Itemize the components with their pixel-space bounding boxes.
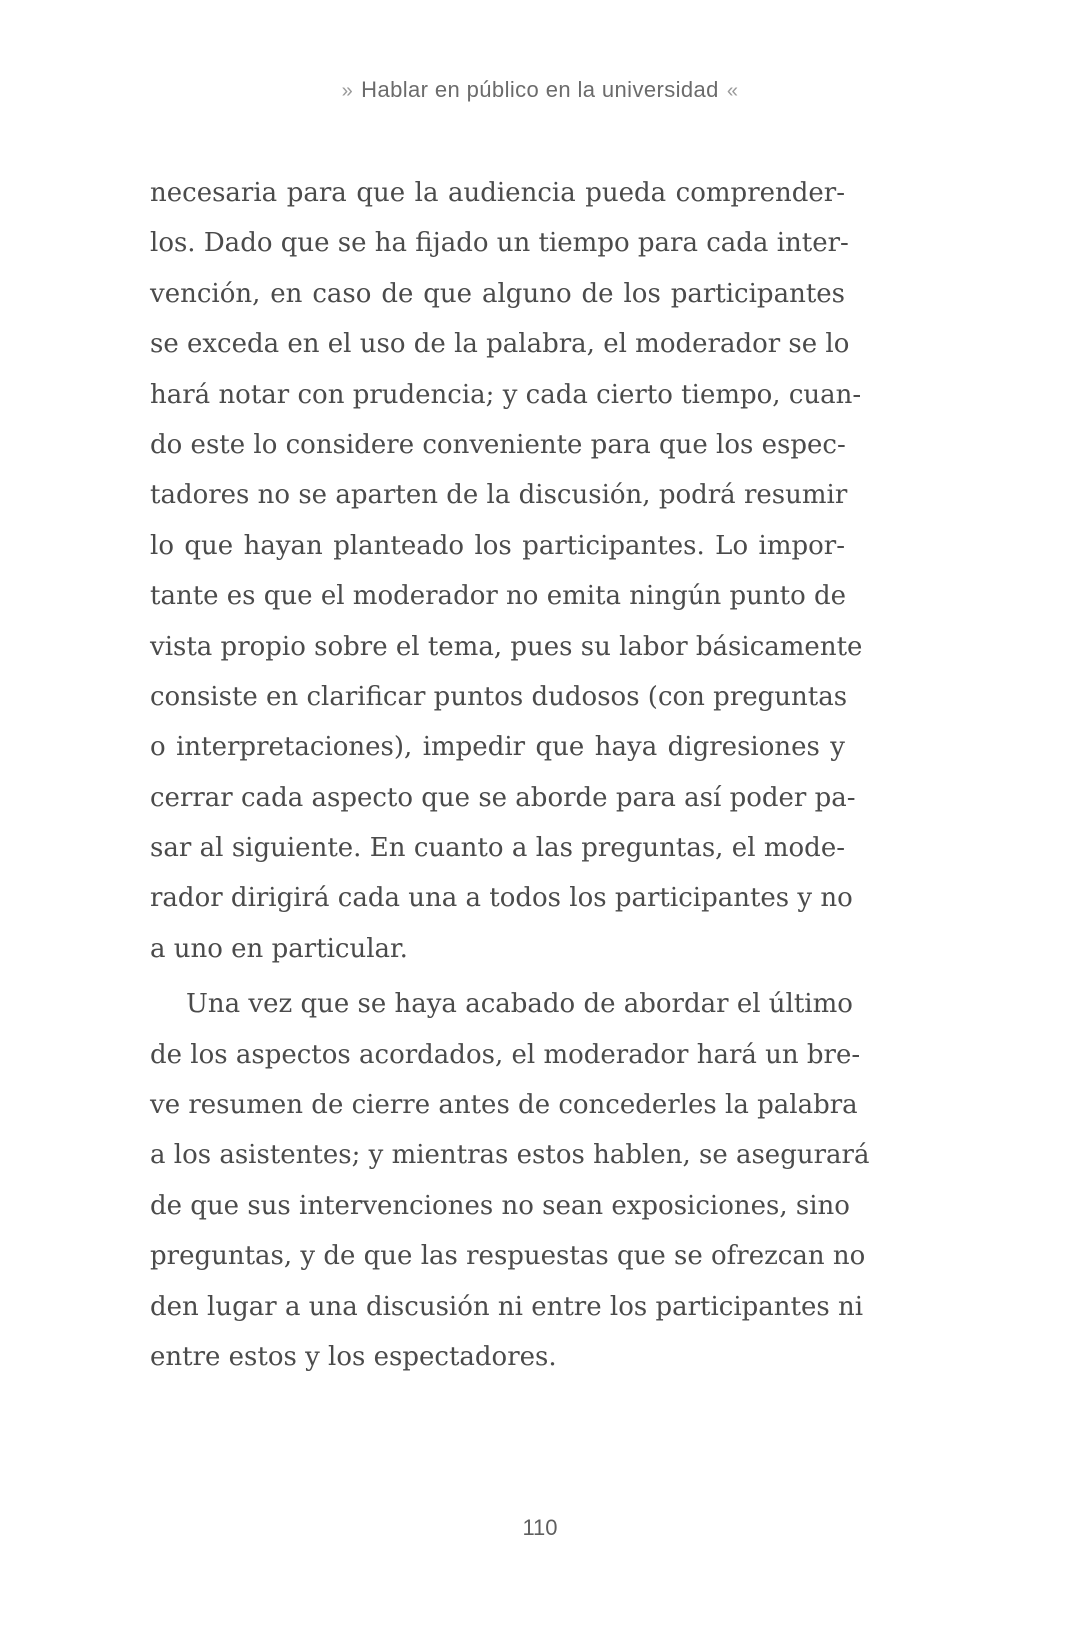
text-line: tante es que el moderador no emita ningún punto de (150, 581, 847, 612)
text-line: cerrar cada aspecto que se aborde para así poder pa- (150, 782, 856, 813)
text-line: sar al siguiente. En cuanto a las preguntas, el mode- (150, 833, 845, 864)
running-header (0, 72, 1080, 109)
text-line: vención, en caso de que alguno de los participantes (150, 278, 845, 309)
header-title: Hablar en público en la universidad (361, 77, 719, 102)
text-line: entre estos y los espectadores. (150, 1341, 557, 1372)
header-close-mark: « (726, 80, 739, 102)
text-line: consiste en clarificar puntos dudosos (con preguntas (150, 681, 848, 712)
text-line: lo que hayan planteado los participantes. Lo impor- (150, 530, 845, 561)
text-line: ve resumen de cierre antes de concederles la palabra (150, 1090, 858, 1121)
text-line: necesaria para que la audiencia pueda comprender- (150, 178, 845, 208)
text-line: hará notar con prudencia; y cada cierto tiempo, cuan- (150, 379, 862, 410)
text-line: se exceda en el uso de la palabra, el moderador se lo (150, 329, 850, 360)
page-body (150, 168, 870, 1382)
text-line: preguntas, y de que las respuestas que se ofrezcan no (150, 1241, 866, 1272)
text-line: den lugar a una discusión ni entre los participantes ni (150, 1291, 864, 1322)
text-line: Una vez que se haya acabado de abordar el último (186, 989, 853, 1020)
text-line: los. Dado que se ha fijado un tiempo para cada inter- (150, 228, 849, 259)
paragraph-1 (150, 168, 863, 974)
text-line: a uno en particular. (150, 933, 408, 964)
paragraph-2 (150, 979, 870, 1382)
text-line: a los asistentes; y mientras estos hablen, se asegurará (150, 1140, 870, 1171)
text-line: rador dirigirá cada una a todos los participantes y no (150, 883, 853, 914)
page-number: 110 (522, 1515, 558, 1540)
text-line: de los aspectos acordados, el moderador hará un bre- (150, 1039, 861, 1070)
text-line: vista propio sobre el tema, pues su labor básicamente (150, 631, 863, 662)
text-line: o interpretaciones), impedir que haya digresiones y (150, 732, 845, 763)
text-line: tadores no se aparten de la discusión, podrá resumir (150, 480, 848, 511)
text-line: do este lo considere conveniente para que los espec- (150, 429, 846, 460)
text-line: de que sus intervenciones no sean exposiciones, sino (150, 1190, 850, 1221)
header-open-mark: » (341, 80, 354, 102)
